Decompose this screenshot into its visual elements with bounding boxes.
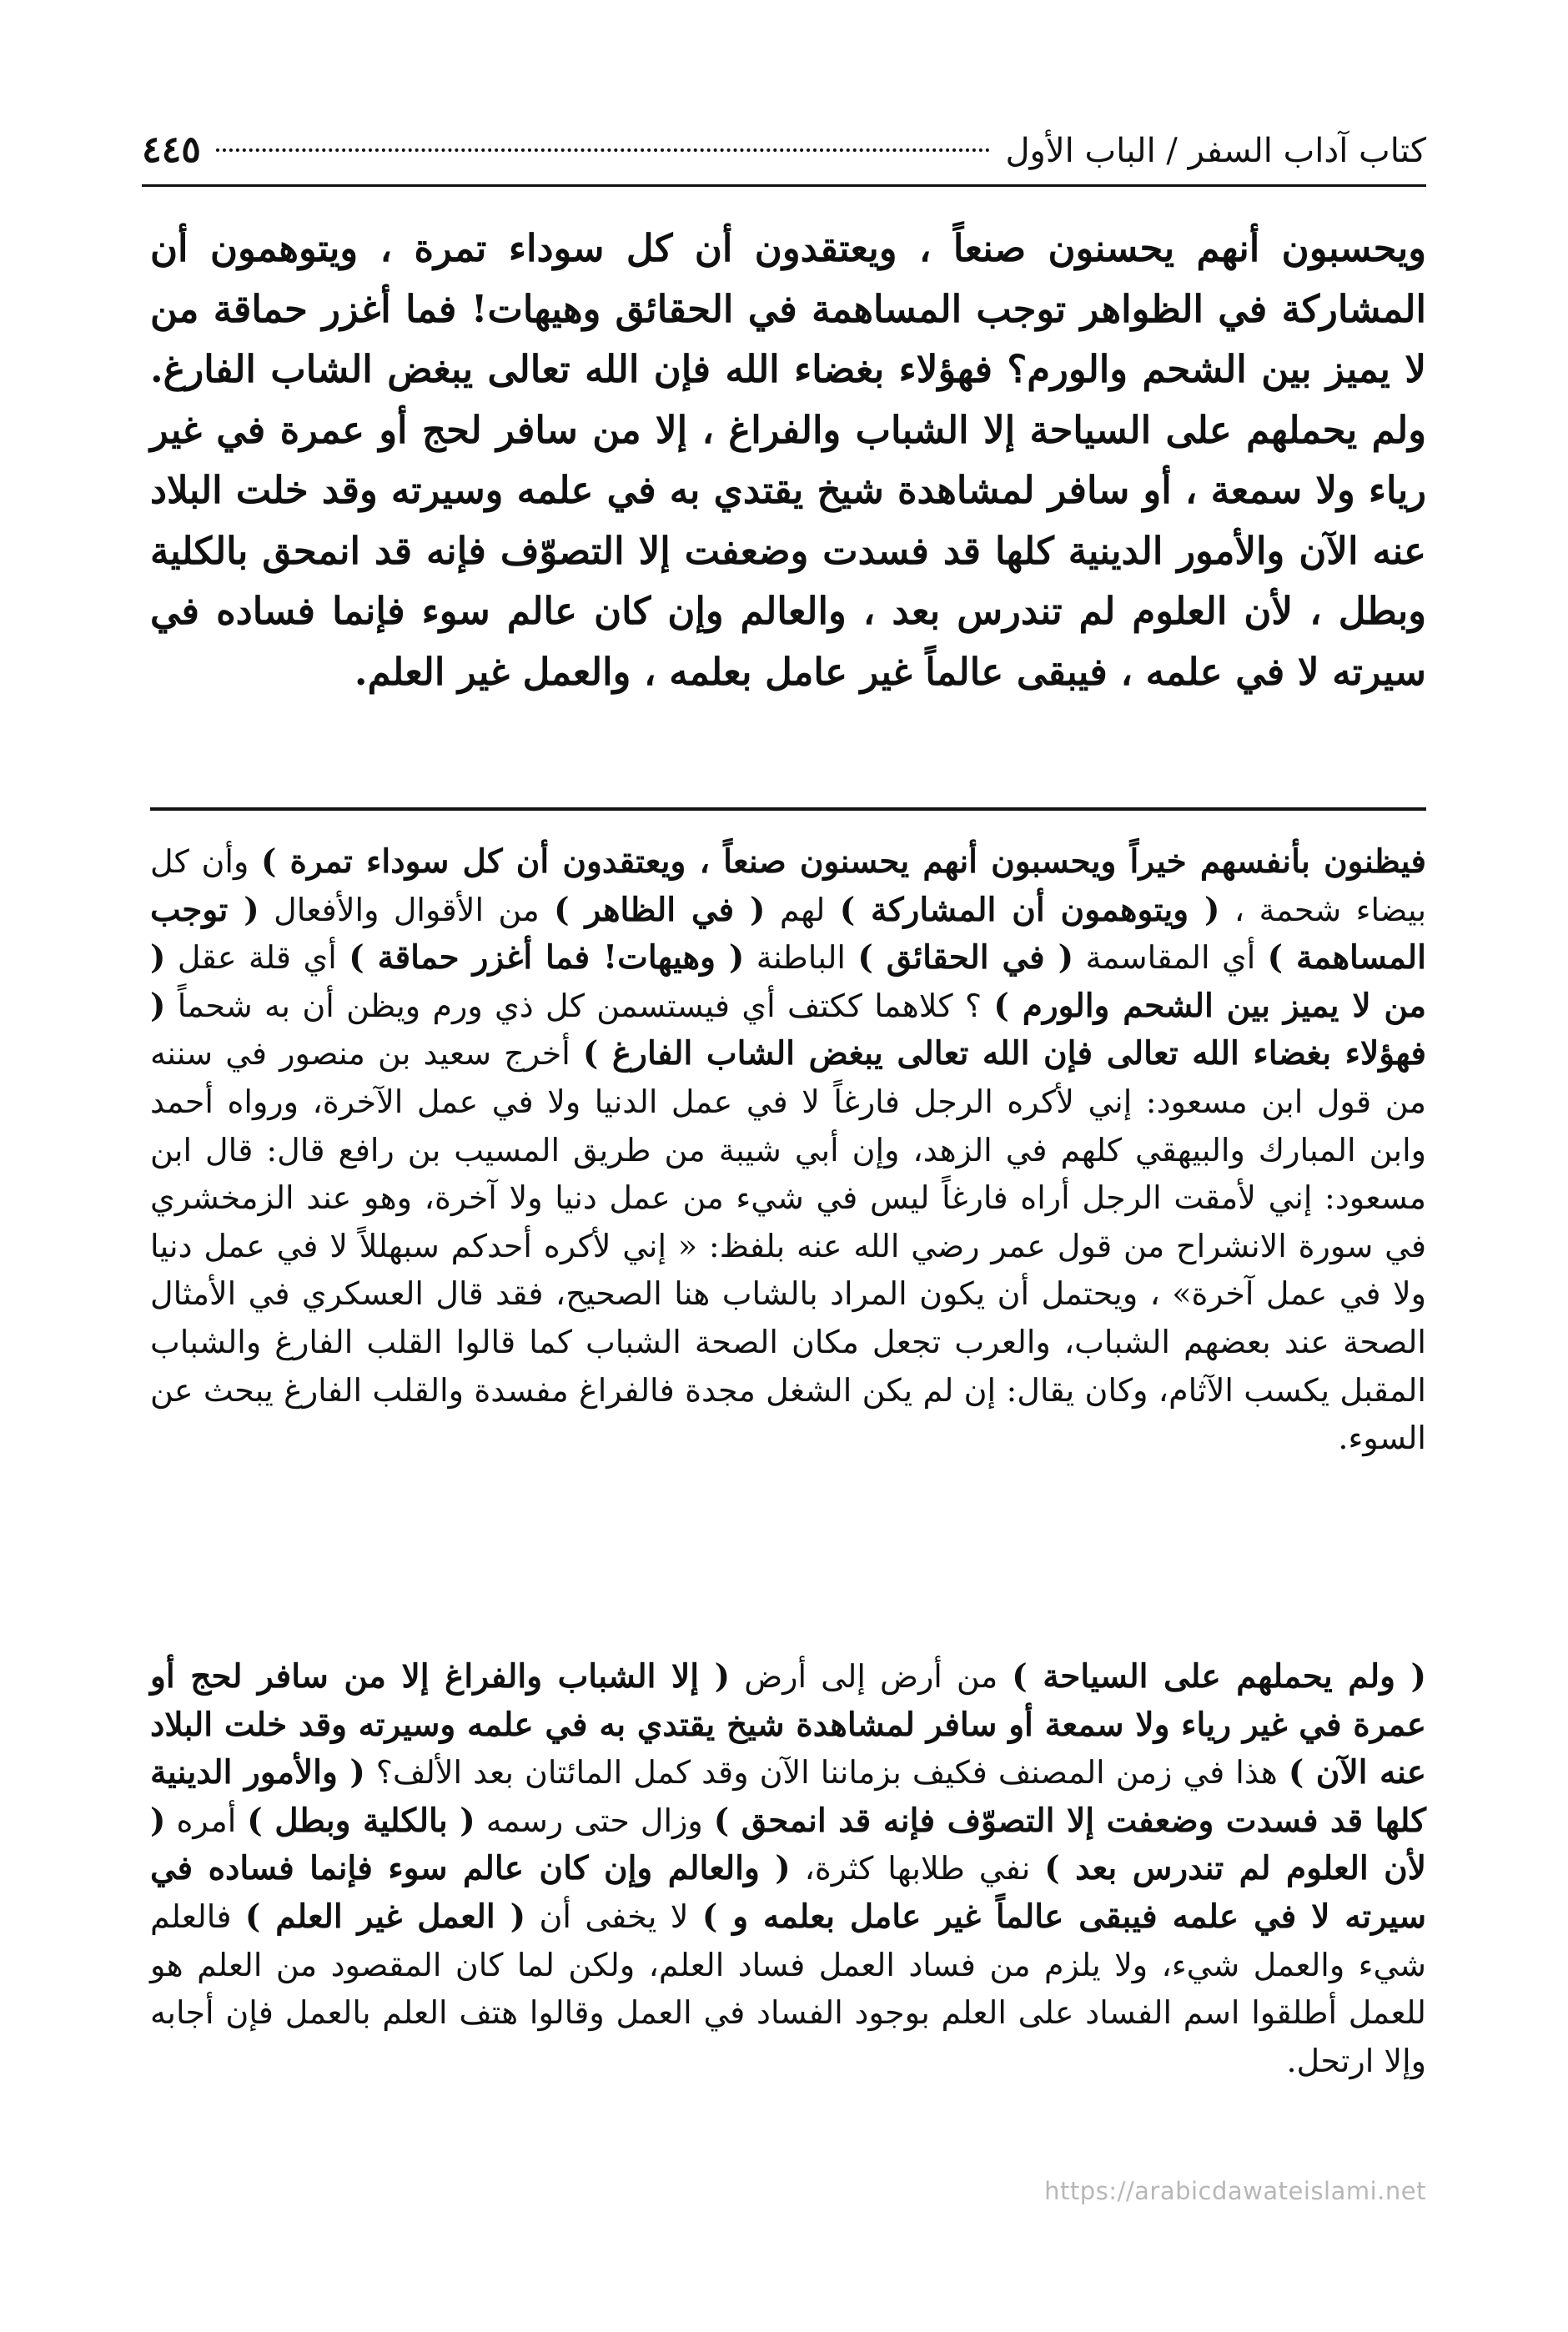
quoted-text-segment: ( لأن العلوم لم تندرس بعد ) [150, 1801, 1426, 1888]
quoted-text-segment: فيظنون بأنفسهم خيراً ويحسبون أنهم يحسنون صنعاً ، ويعتقدون أن كل سوداء تمرة ) [260, 842, 1426, 881]
quoted-text-segment: ( ويتوهمون أن المشاركة ) [839, 890, 1220, 929]
commentary-text-segment: أخرج سعيد بن منصور في سننه من قول ابن مسعود: إني لأكره الرجل فارغاً لا في عمل الدنيا ولا في عمل الآخرة، ورواه أحمد وابن المبارك والبيهقي كلهم في الزهد، وإن أبي شيبة من طريق المسيب بن رافع قال: قال ابن مسعود: إني لأمقت الرجل أراه فارغاً ليس في شيء من عمل دنيا ولا آخرة، وهو عند الزمخشري في سورة الانشراح من قول عمر رضي الله عنه بلفظ: « إني لأكره أحدكم سبهللاً لا في عمل دنيا ولا في عمل آخرة» ، ويحتمل أن يكون المراد بالشاب هنا الصحيح، فقد قال العسكري في الأمثال الصحة عند بعضهم الشباب، والعرب تجعل مكان الصحة الشباب كما قالوا القلب الفارغ والشباب المقبل يكسب الآثام، وكان يقال: إن لم يكن الشغل مجدة فالفراغ مفسدة والقلب الفارغ يبحث عن السوء. [150, 1035, 1426, 1457]
commentary-text-segment: ؟ كلاهما ككتف أي فيستسمن كل ذي ورم ويظن أن به شحماً [165, 987, 994, 1024]
commentary-text-segment: وزال حتى رسمه [475, 1802, 714, 1839]
commentary-text-segment: لهم [765, 891, 840, 928]
page-header [142, 125, 1426, 187]
commentary-block-2 [150, 1653, 1426, 2085]
commentary-text-segment: من الأقوال والأفعال [259, 891, 555, 928]
quoted-text-segment: ( والأمور الدينية كلها قد فسدت وضعفت إلا التصوّف فإنه قد انمحق ) [150, 1753, 1426, 1840]
commentary-text-segment: أمره [165, 1802, 248, 1839]
running-title: كتاب آداب السفر / الباب الأول [1005, 132, 1426, 170]
quoted-text-segment: ( العمل غير العلم ) [244, 1897, 526, 1936]
quoted-text-segment: ( إلا الشباب والفراغ إلا من سافر لحج أو عمرة في غير رياء ولا سمعة أو سافر لمشاهدة شيخ يقتدي به في علمه وسيرته وقد خلت البلاد عنه الآن ) [150, 1657, 1426, 1792]
quoted-text-segment: ( في الظاهر ) [554, 890, 766, 929]
commentary-text-segment: الباطنة [744, 939, 858, 977]
quoted-text-segment: ( توجب المساهمة ) [150, 890, 1426, 978]
quoted-text-segment: ( من لا يميز بين الشحم والورم ) [150, 938, 1426, 1025]
quoted-text-segment: ( في الحقائق ) [857, 938, 1074, 978]
footnote-divider [150, 807, 1426, 811]
commentary-text-segment: أي قلة عقل [165, 939, 349, 977]
quoted-text-segment: ( وهيهات! فما أغزر حماقة ) [349, 938, 745, 978]
quoted-text-segment: ( فهؤلاء بغضاء الله تعالى فإن الله تعالى يبغض الشاب الفارغ ) [150, 986, 1426, 1073]
commentary-text-segment: وأن كل بيضاء شحمة ، [150, 843, 1427, 928]
commentary-text-segment: نفي طلابها كثرة، [790, 1850, 1045, 1887]
main-text-paragraph: ويحسبون أنهم يحسنون صنعاً ، ويعتقدون أن كل سوداء تمرة ، ويتوهمون أن المشاركة في الظواهر توجب المساهمة في الحقائق وهيهات! فما أغزر حماقة من لا يميز بين الشحم والورم؟ فهؤلاء بغضاء الله فإن الله تعالى يبغض الشاب الفارغ. ولم يحملهم على السياحة إلا الشباب والفراغ ، إلا من سافر لحج أو عمرة في غير رياء ولا سمعة ، أو سافر لمشاهدة شيخ يقتدي به في علمه وسيرته وقد خلت البلاد عنه الآن والأمور الدينية كلها قد فسدت وضعفت إلا التصوّف فإنه قد انمحق بالكلية وبطل ، لأن العلوم لم تندرس بعد ، والعالم وإن كان عالم سوء فإنما فساده في سيرته لا في علمه ، فيبقى عالماً غير عامل بعلمه ، والعمل غير العلم. [150, 226, 1426, 694]
page-number: ٤٤٥ [142, 128, 201, 171]
quoted-text-segment: ( والعالم وإن كان عالم سوء فإنما فساده في سيرته لا في علمه فيبقى عالماً غير عامل بعلمه و ) [150, 1849, 1427, 1936]
commentary-text-segment: لا يخفى أن [525, 1897, 702, 1935]
commentary-text-segment: فالعلم شيء والعمل شيء، ولا يلزم من فساد العمل فساد العلم، ولكن لما كان المقصود من العلم هو للعمل أطلقوا اسم الفساد على العلم بوجود الفساد في العمل وقالوا هتف العلم بالعمل فإن أجابه وإلا ارتحل. [150, 1897, 1426, 2079]
quoted-text-segment: ( ولم يحملهم على السياحة ) [1012, 1657, 1426, 1696]
leader-dots [216, 148, 991, 152]
commentary-block-1 [150, 838, 1426, 1463]
commentary-text-segment: أي المقاسمة [1073, 939, 1268, 977]
watermark-url: https://arabicdawateislami.net [1044, 2177, 1426, 2205]
quoted-text-segment: ( بالكلية وبطل ) [247, 1801, 475, 1840]
main-text-block [150, 219, 1426, 702]
commentary-paragraph-1 [150, 838, 1426, 1463]
commentary-text-segment: من أرض إلى أرض [730, 1658, 1013, 1695]
commentary-paragraph-2 [150, 1653, 1426, 2085]
commentary-text-segment: هذا في زمن المصنف فكيف بزماننا الآن وقد كمل المائتان بعد الألف؟ [364, 1754, 1289, 1792]
